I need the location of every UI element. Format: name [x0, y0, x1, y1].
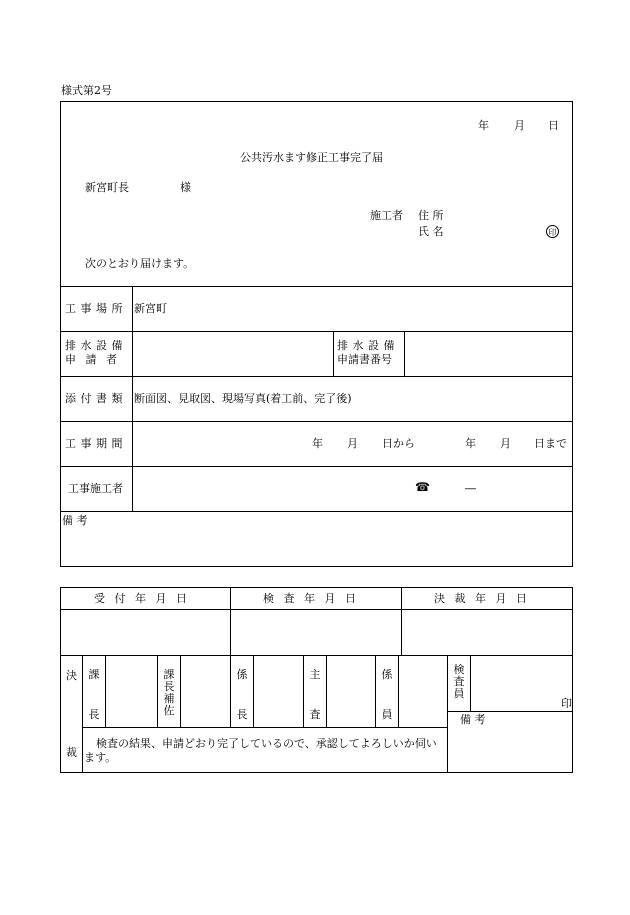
approval-remarks-label: 備 考: [460, 713, 486, 726]
telephone-icon: ☎: [415, 480, 430, 494]
site-value: 新宮町: [134, 302, 167, 315]
subsection-chief-char-1: 係: [236, 668, 248, 681]
applicant-seal-mark: 印: [546, 225, 559, 238]
applicant-role: 施工者: [370, 209, 403, 222]
section-chief-label: [88, 669, 100, 721]
row-divider: [60, 421, 573, 422]
column-divider: [303, 655, 304, 727]
row-divider: [60, 466, 573, 467]
kessai-char-1: 決: [66, 669, 77, 682]
column-divider: [398, 655, 399, 727]
addressee-name: 新宮町長: [85, 181, 129, 194]
senior-staff-char-1: 主: [309, 668, 321, 681]
column-divider: [157, 655, 158, 727]
kessai-char-2: 裁: [66, 746, 77, 759]
column-divider: [404, 331, 405, 376]
senior-staff-char-2: 査: [309, 708, 321, 721]
subsection-chief-label: [236, 669, 248, 721]
period-to-year: 年: [465, 437, 476, 450]
column-divider: [401, 587, 402, 655]
inspection-date-label: 検 査 年 月 日: [263, 592, 359, 605]
row-divider: [60, 376, 573, 377]
label-column-divider: [132, 286, 133, 511]
deputy-chief-label: 課長補佐: [163, 668, 175, 717]
column-divider: [333, 331, 334, 376]
column-divider: [375, 655, 376, 727]
row-divider: [60, 286, 573, 287]
inspector-seal-mark: 印: [561, 697, 572, 710]
period-from-day: 日から: [382, 437, 415, 450]
completion-report-form: [60, 101, 573, 567]
attachments-value: 断面図、見取図、現場写真(着工前、完了後): [134, 392, 352, 405]
decision-date-label: 決 裁 年 月 日: [434, 592, 530, 605]
staff-label: [381, 669, 393, 721]
staff-char-1: 係: [381, 668, 393, 681]
period-from-month: 月: [347, 437, 358, 450]
date-month: 月: [514, 119, 525, 132]
section-chief-char-2: 長: [88, 708, 100, 721]
column-divider: [105, 655, 106, 727]
column-divider: [326, 655, 327, 727]
staff-char-2: 員: [381, 708, 393, 721]
subsection-chief-char-2: 長: [236, 708, 248, 721]
drainage-applicant-label-line2: 申 請 者: [65, 353, 120, 366]
addressee-honorific: 様: [180, 181, 191, 194]
phone-dash: ―: [465, 482, 476, 495]
inspector-label: 検査員: [453, 663, 465, 700]
applicant-address-label: 住 所: [418, 209, 444, 222]
column-divider: [230, 655, 231, 727]
senior-staff-label: [309, 669, 321, 721]
form-number: 様式第2号: [61, 84, 112, 97]
column-divider: [230, 587, 231, 655]
date-day: 日: [548, 119, 559, 132]
column-divider: [447, 655, 448, 773]
site-label: 工 事 場 所: [65, 302, 123, 315]
contractor-label: 工事施工者: [68, 482, 123, 495]
approval-statement: 検査の結果、申請どおり完了しているので、承認してよろしいか伺います。: [84, 737, 437, 764]
drainage-applicant-label-line1: 排 水 設 備: [65, 339, 123, 352]
column-divider: [180, 655, 181, 727]
row-divider: [82, 727, 447, 728]
report-statement: 次のとおり届けます。: [85, 257, 195, 270]
column-divider: [253, 655, 254, 727]
date-year: 年: [478, 119, 489, 132]
period-to-month: 月: [500, 437, 511, 450]
row-divider: [60, 609, 573, 610]
period-from-year: 年: [312, 437, 323, 450]
attachments-label: 添 付 書 類: [65, 392, 123, 405]
applicant-name-label: 氏 名: [418, 225, 444, 238]
section-chief-char-1: 課: [88, 668, 100, 681]
row-divider: [60, 511, 573, 512]
remarks-label: 備 考: [62, 514, 88, 527]
received-date-label: 受 付 年 月 日: [94, 592, 190, 605]
period-label: 工 事 期 間: [65, 437, 123, 450]
row-divider: [60, 655, 573, 656]
drainage-number-label-line1: 排 水 設 備: [337, 339, 395, 352]
drainage-number-label-line2: 申請書番号: [337, 353, 392, 366]
row-divider: [60, 331, 573, 332]
column-divider: [82, 655, 83, 773]
period-to-day: 日まで: [534, 437, 567, 450]
column-divider: [470, 655, 471, 711]
document-title: 公共汚水ます修正工事完了届: [240, 151, 383, 164]
row-divider: [447, 711, 573, 712]
